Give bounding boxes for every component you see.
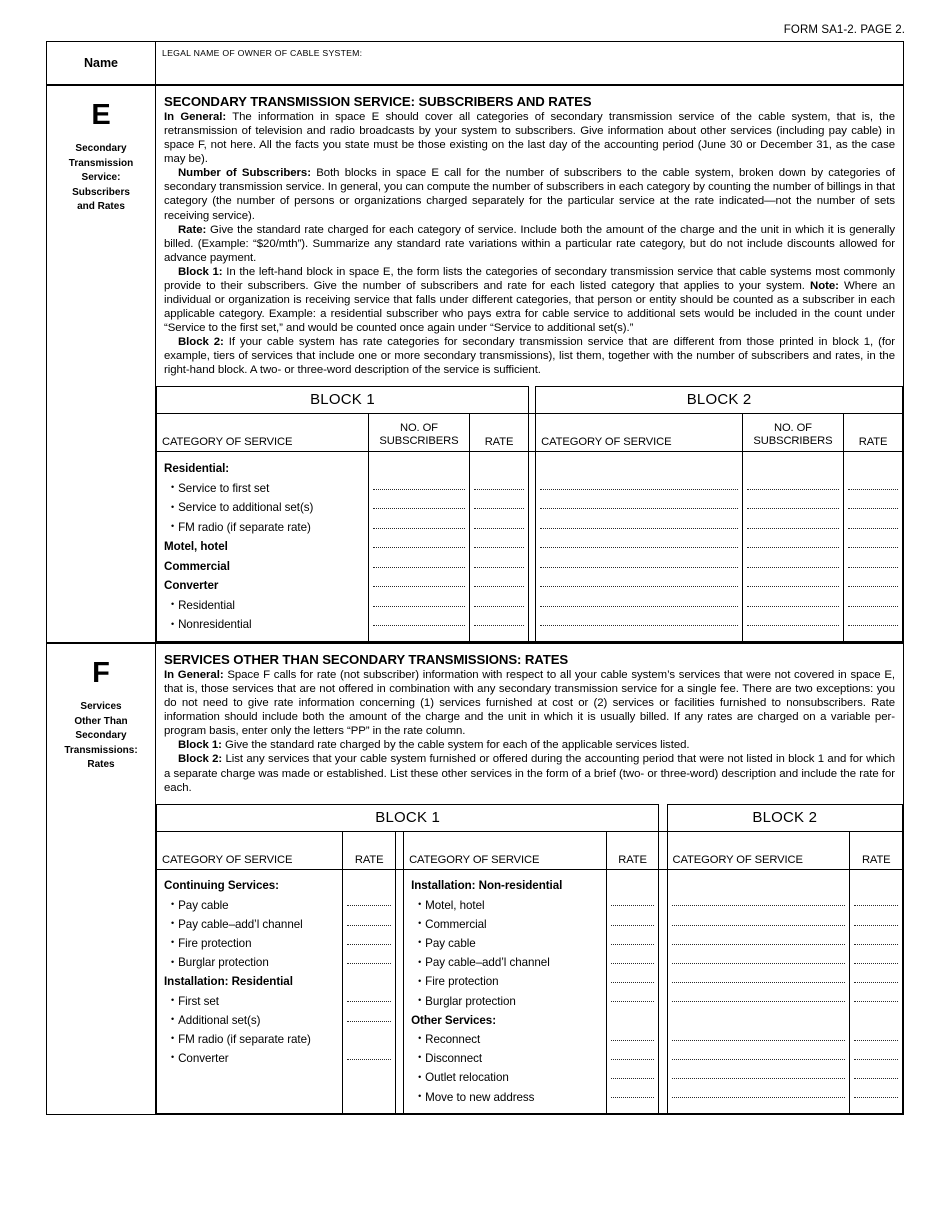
block-divider (528, 414, 535, 452)
category-item (164, 992, 342, 1011)
category-item-label: • Outlet relocation (425, 1071, 509, 1085)
para-lead: Block 1: (178, 739, 222, 752)
fill-line[interactable] (347, 896, 390, 915)
fill-line[interactable] (848, 459, 898, 479)
section-f (47, 642, 903, 1114)
category-item-label: • Additional set(s) (178, 1013, 261, 1027)
para-text: Give the standard rate charged for each category of service. Include both the amount of the charge and the unit in which it is generally billed. (Example: “$20/mth”). Summarize any standard rate variations within a particular rate category, but do not include discounts allowed for advance payment. (164, 223, 895, 264)
category-item (164, 1011, 342, 1030)
category-item-label: • Burglar protection (425, 994, 516, 1008)
fill-line[interactable] (854, 973, 898, 992)
section-e-b2-col-subscribers (742, 414, 843, 452)
category-item-label: Motel, hotel (164, 540, 228, 554)
section-e-b2-category-input[interactable] (536, 452, 743, 642)
section-e-para-general (164, 110, 895, 166)
section-e-para-subscribers (164, 166, 895, 222)
section-f-para-general (164, 668, 895, 738)
category-item (164, 1088, 342, 1107)
category-item (164, 518, 368, 538)
fill-line[interactable] (474, 479, 524, 499)
category-item (164, 479, 368, 499)
section-e-caption-line: Secondary (75, 143, 127, 155)
category-item (411, 915, 606, 934)
fill-line[interactable] (347, 1030, 390, 1049)
col-subscribers-line2: SUBSCRIBERS (753, 435, 833, 448)
section-e-block1-title: BLOCK 1 (157, 387, 529, 414)
block-divider (659, 869, 667, 1113)
fill-line[interactable] (347, 877, 390, 896)
category-item-label: • First set (178, 994, 219, 1008)
fill-line[interactable] (540, 498, 738, 518)
fill-line[interactable] (373, 498, 465, 518)
fill-line[interactable] (747, 557, 839, 577)
category-item-label: • Motel, hotel (425, 898, 485, 912)
fill-line[interactable] (747, 615, 839, 635)
form-identifier: FORM SA1-2. PAGE 2. (783, 24, 905, 36)
section-e-block2-title: BLOCK 2 (536, 387, 903, 414)
fill-line[interactable] (747, 498, 839, 518)
col-subscribers-line1: NO. OF (399, 422, 438, 435)
para-text: If your cable system has rate categories for secondary transmission service that are different from those printed in block 1, (for example, tiers of services that include one or more secondary transmissions), list them, together with the number of subscribers and rates, in the right-hand block. A two- or three-word description of the service is sufficient. (164, 336, 895, 377)
fill-line[interactable] (540, 537, 738, 557)
fill-line[interactable] (854, 953, 898, 972)
category-item (411, 1030, 606, 1049)
category-item-label: Continuing Services: (164, 879, 279, 893)
section-e-table (156, 386, 903, 642)
section-f-caption-line: Services (80, 701, 122, 713)
section-e-body (156, 86, 903, 642)
fill-line[interactable] (672, 1030, 846, 1049)
section-e-b1-categories (157, 452, 369, 642)
fill-line[interactable] (848, 576, 898, 596)
fill-line[interactable] (848, 498, 898, 518)
category-item (164, 557, 368, 577)
category-item (411, 1049, 606, 1068)
fill-line[interactable] (611, 1011, 655, 1030)
fill-line[interactable] (611, 973, 655, 992)
category-item (164, 537, 368, 557)
fill-line[interactable] (672, 915, 846, 934)
fill-line[interactable] (540, 557, 738, 577)
fill-line[interactable] (373, 518, 465, 538)
fill-line[interactable] (672, 973, 846, 992)
fill-line[interactable] (474, 537, 524, 557)
section-e-caption-line: Subscribers (72, 186, 130, 198)
category-item-label: • Service to first set (178, 481, 270, 495)
fill-line[interactable] (474, 596, 524, 616)
section-e-para-block1 (164, 265, 895, 335)
para-lead: Block 1: (178, 265, 223, 278)
fill-line[interactable] (672, 992, 846, 1011)
section-e-para-block2 (164, 335, 895, 377)
section-e-caption-line: Transmission (68, 157, 134, 169)
section-f-b1c2-col-rate: RATE (606, 831, 659, 869)
section-f-block2-title: BLOCK 2 (667, 804, 902, 831)
dot-fill (668, 870, 850, 1113)
category-item (164, 896, 342, 915)
section-f-b1c1-rate-input[interactable] (343, 869, 395, 1113)
fill-line[interactable] (540, 459, 738, 479)
category-item (411, 1069, 606, 1088)
category-item (164, 498, 368, 518)
category-item-label: Installation: Residential (164, 975, 293, 989)
category-item-label: • Fire protection (425, 975, 499, 989)
fill-line[interactable] (672, 1069, 846, 1088)
category-item-label: Commercial (164, 559, 230, 573)
category-item (164, 1030, 342, 1049)
category-item-label: • Service to additional set(s) (178, 501, 314, 515)
section-f-caption-line: Rates (87, 759, 115, 771)
fill-line[interactable] (848, 537, 898, 557)
fill-line[interactable] (373, 576, 465, 596)
fill-line[interactable] (474, 498, 524, 518)
section-f-b1c1-categories (157, 869, 343, 1113)
fill-line[interactable] (611, 896, 655, 915)
fill-line[interactable] (672, 1049, 846, 1068)
fill-line[interactable] (747, 479, 839, 499)
category-item-label: • Commercial (425, 917, 487, 931)
dot-fill (343, 870, 394, 1113)
dot-fill (743, 452, 843, 641)
fill-line[interactable] (611, 934, 655, 953)
section-e-b1-col-subscribers (368, 414, 469, 452)
section-e-letter: E (91, 99, 111, 131)
dot-fill (607, 870, 659, 1113)
fill-line[interactable] (474, 557, 524, 577)
fill-line[interactable] (611, 953, 655, 972)
para-text: Both blocks in space E call for the number of subscribers to the cable system, broken down by categories of secondary transmission service. In general, you can compute the number of subscribers in each category by counting the number of billings in that category (the number of persons or organizations charged separately for the particular service at the rate indicated—not the number of sets receiving service). (164, 167, 896, 222)
fill-line[interactable] (747, 596, 839, 616)
block-divider (659, 804, 667, 831)
section-f-column-header-row (157, 831, 903, 869)
fill-line[interactable] (672, 953, 846, 972)
category-item-label: • FM radio (if separate rate) (178, 1032, 311, 1046)
fill-line[interactable] (747, 518, 839, 538)
para-lead: Rate: (178, 223, 207, 236)
category-item (164, 576, 368, 596)
fill-line[interactable] (848, 479, 898, 499)
fill-line[interactable] (848, 596, 898, 616)
section-e-title: SECONDARY TRANSMISSION SERVICE: SUBSCRIBERS AND RATES (164, 94, 592, 109)
fill-line[interactable] (347, 973, 390, 992)
fill-line[interactable] (848, 557, 898, 577)
section-e-b2-subscribers-input[interactable] (742, 452, 843, 642)
fill-line[interactable] (611, 877, 655, 896)
category-item (164, 877, 342, 896)
para-lead: Block 2: (178, 336, 224, 349)
section-f-data-row (157, 869, 903, 1113)
col-subscribers-line2: SUBSCRIBERS (379, 435, 459, 448)
dot-fill (470, 452, 528, 641)
section-f-block-title-row (157, 804, 903, 831)
fill-line[interactable] (611, 992, 655, 1011)
category-item (164, 1069, 342, 1088)
section-e-caption (47, 142, 155, 215)
section-e-para-rate (164, 223, 895, 265)
fill-line[interactable] (474, 615, 524, 635)
category-item (164, 915, 342, 934)
fill-line[interactable] (611, 1088, 655, 1107)
category-item-label: • Residential (178, 598, 235, 612)
name-label: Name (47, 42, 156, 84)
category-item-label: • Move to new address (425, 1090, 535, 1104)
section-e-caption-line: and Rates (77, 201, 125, 213)
dot-fill (850, 870, 902, 1113)
section-f-caption-line: Secondary (75, 730, 127, 742)
fill-line[interactable] (747, 576, 839, 596)
category-item (164, 459, 368, 479)
fill-line[interactable] (474, 576, 524, 596)
section-e-caption-line: Service: (81, 172, 121, 184)
fill-line[interactable] (672, 877, 846, 896)
block-divider (528, 452, 535, 642)
fill-line[interactable] (474, 459, 524, 479)
fill-line[interactable] (540, 518, 738, 538)
col-subscribers-line1: NO. OF (773, 422, 812, 435)
fill-line[interactable] (854, 877, 898, 896)
category-item (164, 953, 342, 972)
fill-line[interactable] (540, 479, 738, 499)
section-f-block1-title: BLOCK 1 (157, 804, 659, 831)
fill-line[interactable] (347, 915, 390, 934)
fill-line[interactable] (672, 896, 846, 915)
section-e-b1-col-rate: RATE (470, 414, 529, 452)
section-e-b2-col-category: CATEGORY OF SERVICE (536, 414, 743, 452)
category-item-label: • Burglar protection (178, 956, 269, 970)
category-item-label: • Pay cable–add’l channel (178, 917, 303, 931)
fill-line[interactable] (672, 1011, 846, 1030)
legal-name-field[interactable] (156, 42, 903, 84)
section-f-sidebar (47, 644, 156, 1114)
section-e-b1-rate-input[interactable] (470, 452, 529, 642)
fill-line[interactable] (373, 537, 465, 557)
section-f-title: SERVICES OTHER THAN SECONDARY TRANSMISSIONS: RATES (164, 651, 569, 667)
category-item (411, 877, 606, 896)
section-e-sidebar (47, 86, 156, 642)
para-lead: Number of Subscribers: (178, 167, 311, 180)
category-item-label: Converter (164, 579, 219, 593)
section-f-caption-line: Transmissions: (64, 744, 138, 756)
fill-line[interactable] (373, 615, 465, 635)
category-item (411, 934, 606, 953)
fill-line[interactable] (611, 1030, 655, 1049)
category-list (157, 870, 342, 1113)
dot-fill (536, 452, 742, 641)
section-e-b1-subscribers-input[interactable] (368, 452, 469, 642)
fill-line[interactable] (672, 934, 846, 953)
category-item-label: • Converter (178, 1052, 229, 1066)
fill-line[interactable] (747, 459, 839, 479)
fill-line[interactable] (373, 479, 465, 499)
fill-line[interactable] (347, 934, 390, 953)
fill-line[interactable] (540, 576, 738, 596)
section-e-b1-col-category: CATEGORY OF SERVICE (157, 414, 369, 452)
fill-line[interactable] (347, 1069, 390, 1088)
para-lead: Block 2: (178, 753, 223, 766)
category-item-label: • Pay cable–add’l channel (425, 956, 550, 970)
section-f-table (156, 804, 903, 1114)
category-item (164, 934, 342, 953)
category-list (404, 870, 606, 1113)
section-f-b1c2-categories (404, 869, 607, 1113)
category-item (164, 1049, 342, 1068)
fill-line[interactable] (347, 1088, 390, 1107)
fill-line[interactable] (747, 537, 839, 557)
category-item-label: Other Services: (411, 1013, 497, 1027)
category-item (411, 1011, 606, 1030)
fill-line[interactable] (848, 615, 898, 635)
fill-line[interactable] (611, 915, 655, 934)
para-text: Space F calls for rate (not subscriber) information with respect to all your cable system’s services that were not covered in space E, that is, those services that are not offered in combination with any secondary transmission service for a single fee. There are two exceptions: you do not need to give rate information concerning (1) services furnished at cost or (2) services or facilities furnished to nonsubscribers. Rate information should include both the amount of the charge and the unit in which it is usually billed. If any rates are charged on a variable per-program basis, enter only the letters “PP” in the rate column. (164, 668, 895, 738)
category-item-label: • Fire protection (178, 937, 252, 951)
category-item-label: • Disconnect (425, 1052, 483, 1066)
fill-line[interactable] (854, 992, 898, 1011)
section-e-data-row (157, 452, 903, 642)
dot-fill (844, 452, 902, 641)
fill-line[interactable] (373, 596, 465, 616)
category-item-label: • Reconnect (425, 1032, 481, 1046)
block-divider (395, 831, 403, 869)
section-f-b2-col-category: CATEGORY OF SERVICE (667, 831, 850, 869)
block-divider (528, 387, 535, 414)
fill-line[interactable] (540, 596, 738, 616)
section-f-b2-col-rate: RATE (850, 831, 903, 869)
section-e-column-header-row (157, 414, 903, 452)
fill-line[interactable] (854, 934, 898, 953)
category-item (164, 615, 368, 635)
fill-line[interactable] (854, 915, 898, 934)
category-item-label: • Pay cable (178, 898, 229, 912)
section-f-b2-category-input[interactable] (667, 869, 850, 1113)
fill-line[interactable] (854, 1088, 898, 1107)
fill-line[interactable] (540, 615, 738, 635)
para-lead: In General: (164, 668, 224, 681)
dot-fill (369, 452, 469, 641)
category-item-label: • Nonresidential (178, 618, 252, 632)
category-item (411, 953, 606, 972)
category-item-label: Residential: (164, 462, 230, 476)
fill-line[interactable] (373, 557, 465, 577)
category-item (411, 896, 606, 915)
fill-line[interactable] (672, 1088, 846, 1107)
para-text: List any services that your cable system furnished or offered during the accounting period that were not listed in block 1 and for which a separate charge was made or established. List these other services in the form of a brief (two- or three-word) description and include the rate for each. (164, 753, 895, 794)
para-text: In the left-hand block in space E, the form lists the categories of secondary transmission service that cable systems most commonly provide to their subscribers. Give the number of subscribers and rate for each listed category that applies to your system. (164, 265, 895, 292)
fill-line[interactable] (474, 518, 524, 538)
fill-line[interactable] (854, 896, 898, 915)
section-e-b2-col-rate: RATE (844, 414, 903, 452)
section-f-b1c2-col-category: CATEGORY OF SERVICE (404, 831, 607, 869)
fill-line[interactable] (373, 459, 465, 479)
name-row (47, 42, 903, 86)
fill-line[interactable] (611, 1069, 655, 1088)
section-f-b1c2-rate-input[interactable] (606, 869, 659, 1113)
category-list (157, 452, 368, 641)
section-e (47, 86, 903, 642)
fill-line[interactable] (347, 953, 390, 972)
fill-line[interactable] (347, 992, 390, 1011)
section-f-caption-line: Other Than (74, 715, 128, 727)
fill-line[interactable] (854, 1069, 898, 1088)
legal-name-caption: LEGAL NAME OF OWNER OF CABLE SYSTEM: (162, 48, 363, 58)
form-frame (46, 41, 904, 1115)
section-f-body (156, 644, 903, 1114)
section-f-b1c1-col-category: CATEGORY OF SERVICE (157, 831, 343, 869)
fill-line[interactable] (854, 1011, 898, 1030)
section-f-para-block2 (164, 752, 895, 794)
category-item (411, 1088, 606, 1107)
section-f-b2-rate-input[interactable] (850, 869, 903, 1113)
category-item (164, 973, 342, 992)
category-item-label: • Pay cable (425, 937, 476, 951)
block-divider (395, 869, 403, 1113)
category-item (411, 973, 606, 992)
category-item-label: • FM radio (if separate rate) (178, 520, 311, 534)
fill-line[interactable] (611, 1049, 655, 1068)
section-f-letter: F (92, 656, 110, 689)
block-divider (659, 831, 667, 869)
para-lead-note: Note: (810, 279, 839, 292)
para-text-note: Where an individual or organization is receiving service that falls under different categories, that person or entity should be counted as a subscriber in each applicable category. Example: a residential subscriber who pays extra for cable service to additional sets would be included in the count under “Service to the first set,” and would be counted once again under “Service to additional set(s).” (164, 279, 895, 335)
section-e-b2-rate-input[interactable] (844, 452, 903, 642)
para-text: Give the standard rate charged by the cable system for each of the applicable services listed. (221, 739, 690, 752)
fill-line[interactable] (854, 1049, 898, 1068)
category-item-label: Installation: Non-residential (411, 879, 563, 893)
section-e-block-title-row (157, 387, 903, 414)
fill-line[interactable] (347, 1049, 390, 1068)
category-item (411, 992, 606, 1011)
section-f-para-block1 (164, 738, 895, 752)
para-text: The information in space E should cover all categories of secondary transmission service of the cable system, that is, the retransmission of television and radio broadcasts by your system to subscribers. Give information about other services (including pay cable) in space F, not here. All the facts you state must be those existing on the last day of the accounting period (June 30 or December 31, as the case may be). (164, 111, 895, 166)
fill-line[interactable] (347, 1011, 390, 1030)
para-lead: In General: (164, 111, 227, 123)
section-f-caption (47, 700, 155, 773)
section-f-b1c1-col-rate: RATE (343, 831, 395, 869)
category-item (164, 596, 368, 616)
fill-line[interactable] (854, 1030, 898, 1049)
fill-line[interactable] (848, 518, 898, 538)
